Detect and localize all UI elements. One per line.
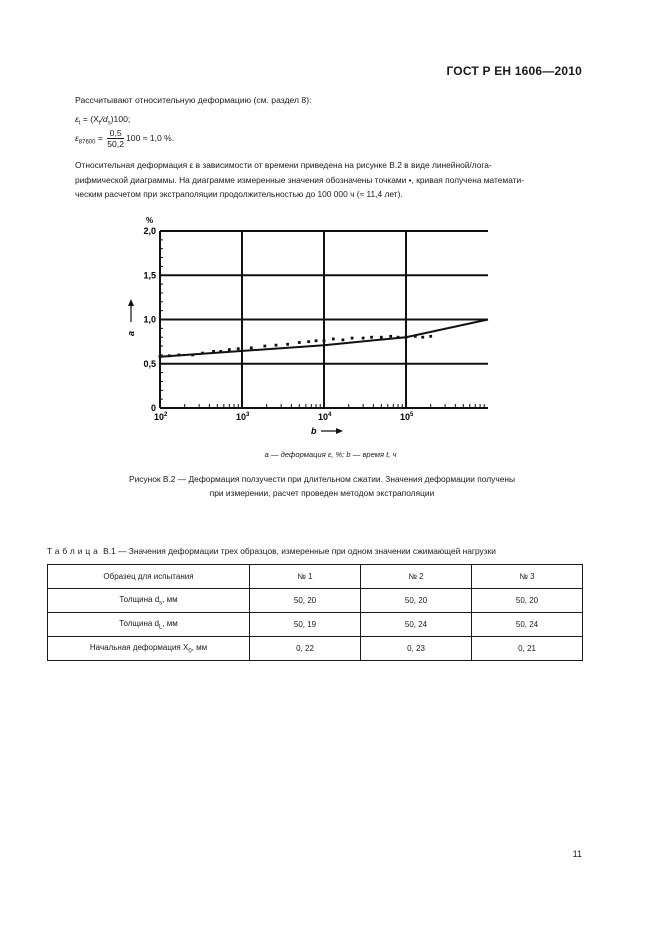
- data-point: [307, 340, 310, 343]
- data-point: [389, 335, 392, 338]
- figure-caption: Рисунок В.2 — Деформация ползучести при длительном сжатии. Значения деформации получены при измерении, расчет проведен методом экстраполяции: [128, 474, 515, 498]
- y-unit-label: %: [146, 216, 154, 225]
- data-point: [362, 337, 365, 340]
- table-row: [48, 589, 583, 613]
- data-point: [228, 348, 231, 351]
- y-axis-arrow-head: [128, 299, 134, 306]
- data-point: [212, 350, 215, 353]
- creep-chart: [0, 0, 661, 450]
- data-point: [414, 335, 417, 338]
- data-point: [405, 336, 408, 339]
- data-point: [298, 341, 301, 344]
- table-cell: 50, 24: [472, 613, 583, 637]
- data-point: [370, 336, 373, 339]
- data-point: [250, 346, 253, 349]
- deformation-table: [47, 564, 583, 661]
- formula-strain: $\varepsilon_t = (X_t/d_s)100$;: [75, 114, 131, 127]
- y-tick-label: 2,0: [143, 226, 156, 236]
- table-cell: 0, 21: [472, 637, 583, 661]
- table-cell: 50, 20: [250, 589, 361, 613]
- data-point: [429, 335, 432, 338]
- table-header-cell: Образец для испытания: [48, 565, 250, 589]
- table-header-row: [48, 565, 583, 589]
- page-number: 11: [572, 849, 582, 859]
- description-paragraph: Относительная деформация ε в зависимости от времени приведена на рисунке В.2 в виде линейной/лога- рифмической диаграммы. На диаграмме измеренные значения обозначены точками •, кривая получена математи- ческим расчетом при экстраполяции продолжительностью до 100 000 ч (≈ 11,4 лет).: [75, 160, 524, 199]
- table-header-cell: № 2: [361, 565, 472, 589]
- table-cell: 50, 19: [250, 613, 361, 637]
- table-cell: 50, 20: [472, 589, 583, 613]
- data-point: [286, 343, 289, 346]
- chart-legend-caption: a — деформация ε, %; b — время t, ч: [264, 450, 397, 459]
- data-point: [177, 354, 180, 357]
- data-point: [332, 338, 335, 341]
- x-tick-label: $10^5$: [400, 412, 414, 422]
- y-tick-label: 0,5: [143, 358, 156, 369]
- fraction: $\frac{0,5}{50,2}$: [107, 128, 125, 149]
- row-label: Толщина $d_L$, мм: [48, 613, 250, 637]
- table-row: [48, 613, 583, 637]
- table-row: [48, 637, 583, 661]
- table-cell: 50, 20: [361, 589, 472, 613]
- x-axis-arrow-head: [336, 428, 343, 434]
- data-point: [275, 344, 278, 347]
- data-point: [315, 339, 318, 342]
- data-point: [191, 354, 194, 357]
- data-point: [397, 336, 400, 339]
- x-axis-label: b: [311, 426, 317, 436]
- data-point: [380, 336, 383, 339]
- table-header-cell: № 1: [250, 565, 361, 589]
- row-label: Толщина $d_s$, мм: [48, 589, 250, 613]
- data-point: [263, 345, 266, 348]
- table-header-cell: № 3: [472, 565, 583, 589]
- y-tick-label: 1,5: [143, 270, 156, 281]
- intro-line: Рассчитывают относительную деформацию (см. раздел 8):: [75, 95, 312, 105]
- table-title: Таблица В.1 — Значения деформации трех образцов, измеренные при одном значении сжимающей нагрузки: [47, 546, 496, 556]
- table-cell: 0, 22: [250, 637, 361, 661]
- x-tick-label: $10^4$: [318, 412, 332, 422]
- data-point: [201, 352, 204, 355]
- data-point: [341, 338, 344, 341]
- row-label: Начальная деформация $X_0$, мм: [48, 637, 250, 661]
- formula-result: $\varepsilon_{87600}$ = $\frac{0,5}{50,2}$ 100 ≈ 1,0 %.: [75, 128, 175, 149]
- data-point: [168, 354, 171, 357]
- table-cell: 0, 23: [361, 637, 472, 661]
- table-cell: 50, 24: [361, 613, 472, 637]
- x-tick-label: $10^3$: [236, 412, 250, 422]
- data-point: [159, 355, 162, 358]
- y-tick-label: 0: [150, 403, 156, 413]
- standard-header: ГОСТ Р ЕН 1606—2010: [446, 64, 582, 78]
- data-point: [237, 347, 240, 350]
- data-point: [219, 350, 222, 353]
- y-axis-label: a: [126, 330, 136, 336]
- data-point: [351, 337, 354, 340]
- y-tick-label: 1,0: [143, 314, 156, 325]
- data-point: [421, 336, 424, 339]
- data-point: [323, 339, 326, 342]
- x-tick-label: $10^2$: [154, 412, 168, 422]
